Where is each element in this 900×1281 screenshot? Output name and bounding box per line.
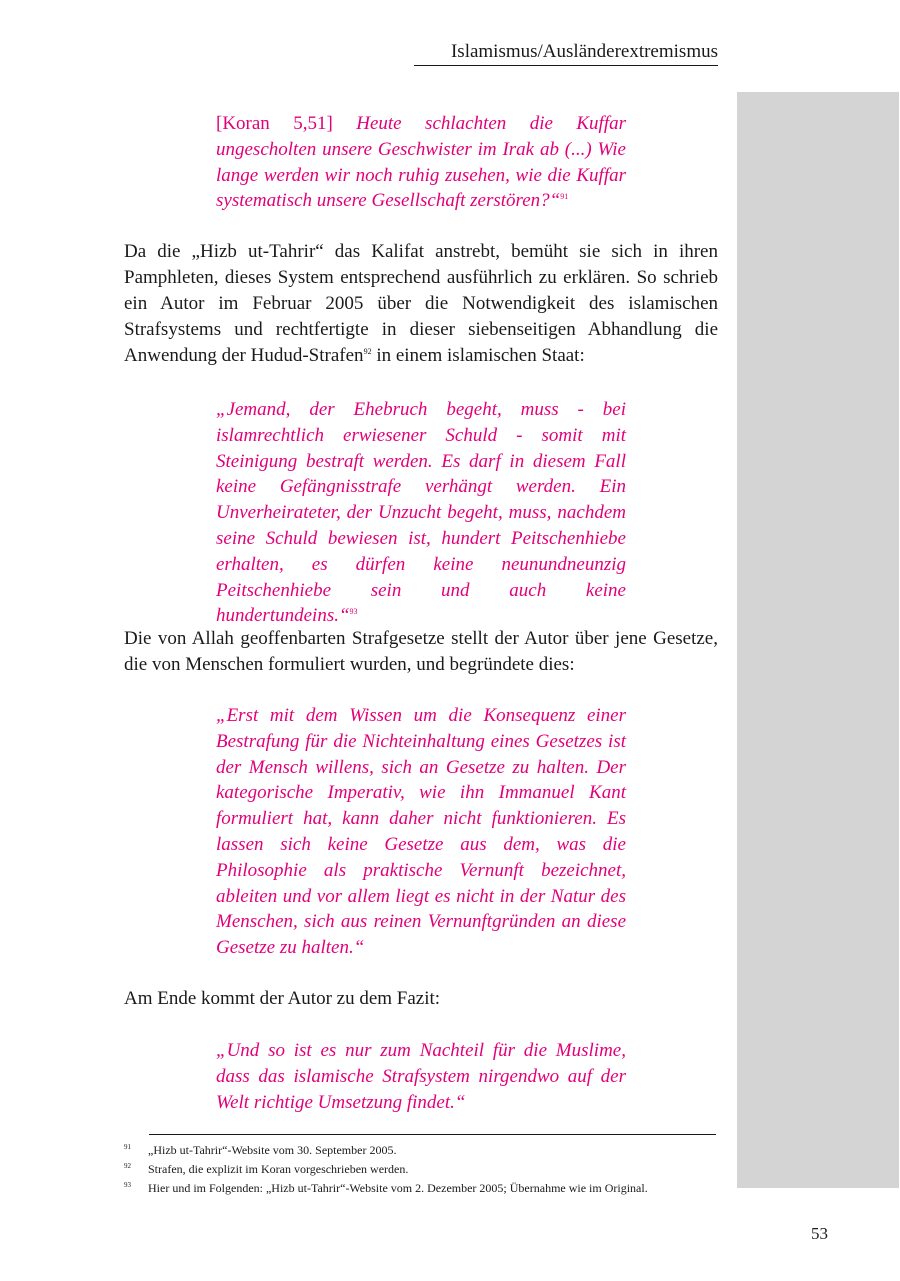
quote-fazit: „Und so ist es nur zum Nachteil für die Muslime, dass das islamische Strafsystem nirgendwo auf der Welt richtige Umsetzung findet.“ [216, 1040, 626, 1113]
footnote-ref-91: 91 [560, 192, 569, 202]
paragraph-kalifat [124, 239, 718, 369]
paragraph-strafgesetze: Die von Allah geoffenbarten Strafgesetze stellt der Autor über jene Gesetze, die von Menschen formuliert wurden, und begründete dies: [124, 628, 718, 675]
paragraph-kalifat-text-b: in einem islamischen Staat: [371, 345, 585, 366]
footnote-number: 93 [124, 1181, 131, 1189]
footnote-ref-92: 92 [363, 347, 372, 356]
sidebar-band [737, 92, 899, 1188]
footnote-91 [124, 1141, 724, 1160]
footnote-number: 92 [124, 1162, 131, 1170]
page-number: 53 [811, 1224, 828, 1243]
footnote-number: 91 [124, 1143, 131, 1151]
footnote-text: „Hizb ut-Tahrir“-Website vom 30. September 2005. [148, 1143, 397, 1157]
paragraph-kalifat-text-a: Da die „Hizb ut-Tahrir“ das Kalifat anstrebt, bemüht sie sich in ihren Pamphleten, dieses System entsprechend ausführlich zu erklären. So schrieb ein Autor im Februar 2005 über die Notwendigkeit des islamischen Strafsystems und rechtfertigte in dieser siebenseitigen Abhandlung die Anwendung der Hudud-Strafen [124, 241, 718, 366]
quote-imperativ: „Erst mit dem Wissen um die Konsequenz einer Bestrafung für die Nichteinhaltung eines Gesetzes ist der Mensch willens, sich an Gesetze zu halten. Der kategorische Imperativ, wie ihn Immanuel Kant formuliert hat, kann daher nicht funktionieren. Es lassen sich keine Gesetze aus dem, was die Philosophie als praktische Vernunft bezeichnet, ableiten und vor allem liegt es nicht in der Natur des Menschen, sich aus reinen Vernunftgründen an diese Gesetze zu halten.“ [216, 705, 626, 959]
footnote-divider [149, 1134, 716, 1135]
footnotes [124, 1141, 724, 1198]
quote-koran-reference: [Koran 5,51] [216, 113, 357, 134]
footnote-93 [124, 1179, 724, 1198]
quote-koran [216, 111, 626, 214]
footnote-ref-93: 93 [349, 607, 358, 617]
running-header: Islamismus/Ausländerextremismus [414, 40, 718, 66]
quote-ehebruch-text: „Jemand, der Ehebruch begeht, muss - bei islamrechtlich erwiesener Schuld - somit mit Steinigung bestraft werden. Es darf in diesem Fall keine Gefängnisstrafe verhängt werden. Ein Unverheirateter, der Unzucht begeht, muss, nachdem seine Schuld bewiesen ist, hundert Peitschenhiebe erhalten, es dürfen keine neunundneunzig Peitschenhiebe sein und auch keine hundertundeins.“ [216, 399, 626, 627]
quote-ehebruch [216, 397, 626, 629]
footnote-text: Hier und im Folgenden: „Hizb ut-Tahrir“-Website vom 2. Dezember 2005; Übernahme wie im Original. [148, 1181, 648, 1195]
paragraph-fazit: Am Ende kommt der Autor zu dem Fazit: [124, 988, 441, 1009]
quote-koran-text: Heute schlachten die Kuffar ungescholten unsere Geschwister im Irak ab (...) Wie lange werden wir noch ruhig zusehen, wie die Kuffar systematisch unsere Gesellschaft zerstören?“ [216, 113, 626, 212]
footnote-92 [124, 1160, 724, 1179]
footnote-text: Strafen, die explizit im Koran vorgeschrieben werden. [148, 1162, 409, 1176]
